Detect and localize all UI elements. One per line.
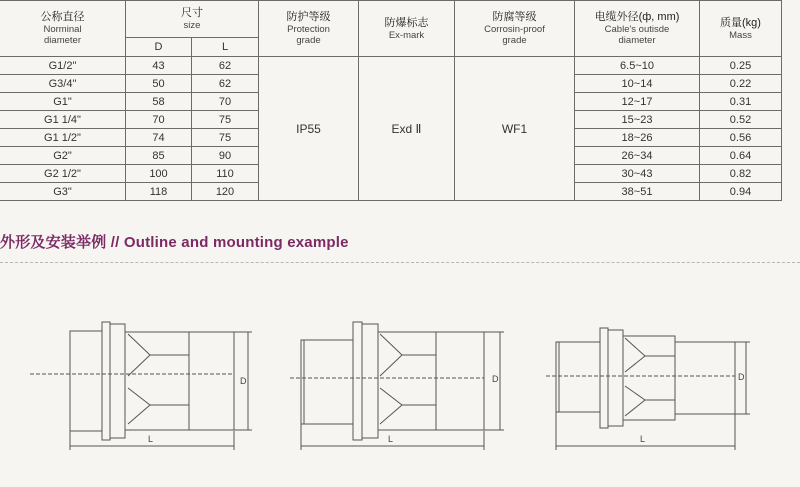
header-protection-zh: 防护等级 — [286, 11, 331, 23]
cell-l: 70 — [192, 93, 259, 111]
cell-cable: 18~26 — [575, 129, 700, 147]
gland-2-lock-nut — [353, 322, 362, 440]
gland-1-body-left — [70, 331, 102, 431]
header-ex-mark — [359, 1, 455, 57]
gland-1-cap — [189, 332, 234, 430]
header-d: D — [126, 38, 192, 57]
cell-cable: 38~51 — [575, 183, 700, 201]
header-corrosion-en1: Corrosin-proof — [484, 24, 545, 35]
cell-d: 85 — [126, 147, 192, 165]
header-corrosion-grade — [455, 1, 575, 57]
gland-3-label-l: L — [640, 434, 646, 444]
cell-d: 43 — [126, 57, 192, 75]
cell-protection: IP55 — [259, 57, 359, 201]
gland-drawing-3 — [546, 328, 750, 450]
cell-l: 62 — [192, 57, 259, 75]
header-exmark-en: Ex-mark — [388, 29, 425, 41]
cell-cable: 26~34 — [575, 147, 700, 165]
cell-d: 74 — [126, 129, 192, 147]
cell-nominal: G2" — [0, 147, 126, 165]
header-nominal-diameter — [0, 1, 126, 57]
header-cable-en1: Cable's outisde — [604, 24, 670, 35]
section-title: 外形及安装举例 // Outline and mounting example — [0, 234, 349, 251]
outline-drawings — [0, 300, 800, 460]
header-mass-en: Mass — [729, 29, 752, 41]
gland-3-middle — [623, 336, 675, 420]
gland-3-thread — [556, 342, 600, 412]
cell-mass: 0.64 — [700, 147, 782, 165]
header-protection-en1: Protection — [287, 24, 330, 35]
cell-l: 90 — [192, 147, 259, 165]
cell-nominal: G1 1/4" — [0, 111, 126, 129]
cell-d: 50 — [126, 75, 192, 93]
header-nominal-en2: diameter — [44, 35, 81, 46]
gland-1-seal-top — [128, 334, 150, 376]
header-mass — [700, 1, 782, 57]
gland-1-label-d: D — [240, 376, 247, 386]
gland-3-cap — [675, 342, 735, 414]
gland-2-thread — [301, 340, 353, 424]
cell-l: 110 — [192, 165, 259, 183]
cell-nominal: G1/2" — [0, 57, 126, 75]
header-corrosion-zh: 防腐等级 — [492, 11, 537, 23]
gland-2-seal-bottom — [380, 388, 402, 424]
cell-nominal: G3/4" — [0, 75, 126, 93]
gland-2-cap — [436, 332, 484, 430]
cell-mass: 0.22 — [700, 75, 782, 93]
cell-nominal: G2 1/2" — [0, 165, 126, 183]
cell-mass: 0.94 — [700, 183, 782, 201]
header-exmark-zh: 防爆标志 — [384, 16, 429, 29]
header-nominal-en1: Norminal — [43, 24, 82, 35]
header-cable-diameter — [575, 1, 700, 57]
gland-1-collar — [110, 324, 125, 438]
cell-d: 58 — [126, 93, 192, 111]
cell-cable: 10~14 — [575, 75, 700, 93]
gland-2-middle — [378, 332, 436, 430]
cell-mass: 0.52 — [700, 111, 782, 129]
cell-l: 120 — [192, 183, 259, 201]
header-protection-en2: grade — [296, 35, 321, 46]
gland-2-seal-top — [380, 334, 402, 376]
cell-mass: 0.56 — [700, 129, 782, 147]
header-cable-en2: diameter — [618, 35, 656, 46]
cell-mass: 0.31 — [700, 93, 782, 111]
cell-d: 70 — [126, 111, 192, 129]
cell-cable: 12~17 — [575, 93, 700, 111]
gland-3-collar — [608, 330, 623, 426]
cell-exmark: Exd Ⅱ — [359, 57, 455, 201]
header-nominal-zh: 公称直径 — [40, 11, 85, 23]
cell-l: 62 — [192, 75, 259, 93]
cell-l: 75 — [192, 111, 259, 129]
cell-nominal: G1" — [0, 93, 126, 111]
gland-3-seal-bottom — [625, 386, 645, 416]
gland-2-label-d: D — [492, 374, 499, 384]
cell-cable: 6.5~10 — [575, 57, 700, 75]
header-corrosion-en2: grade — [502, 35, 527, 46]
gland-3-label-d: D — [738, 372, 745, 382]
cell-nominal: G3" — [0, 183, 126, 201]
cell-mass: 0.82 — [700, 165, 782, 183]
cell-corrosion: WF1 — [455, 57, 575, 201]
header-cable-zh: 电缆外径(ф, mm) — [594, 11, 680, 23]
header-size-en: size — [183, 20, 201, 31]
gland-drawing-1 — [30, 322, 252, 450]
cell-cable: 15~23 — [575, 111, 700, 129]
gland-2-collar — [362, 324, 378, 438]
gland-1-label-l: L — [148, 434, 154, 444]
cell-d: 100 — [126, 165, 192, 183]
gland-drawing-2 — [290, 322, 504, 450]
header-l: L — [192, 38, 259, 57]
cell-l: 75 — [192, 129, 259, 147]
header-protection-grade — [259, 1, 359, 57]
header-mass-zh: 质量(kg) — [720, 16, 761, 29]
gland-1-seal-bottom — [128, 388, 150, 424]
cell-cable: 30~43 — [575, 165, 700, 183]
gland-1-lock-nut — [102, 322, 110, 440]
cell-mass: 0.25 — [700, 57, 782, 75]
gland-1-middle — [125, 332, 189, 430]
section-divider — [0, 262, 800, 263]
gland-3-seal-top — [625, 338, 645, 372]
header-size — [126, 1, 259, 38]
gland-3-lock-nut — [600, 328, 608, 428]
table-row — [0, 57, 782, 75]
cell-d: 118 — [126, 183, 192, 201]
spec-table — [0, 0, 782, 201]
gland-2-label-l: L — [388, 434, 394, 444]
header-size-zh: 尺寸 — [181, 7, 203, 19]
cell-nominal: G1 1/2" — [0, 129, 126, 147]
